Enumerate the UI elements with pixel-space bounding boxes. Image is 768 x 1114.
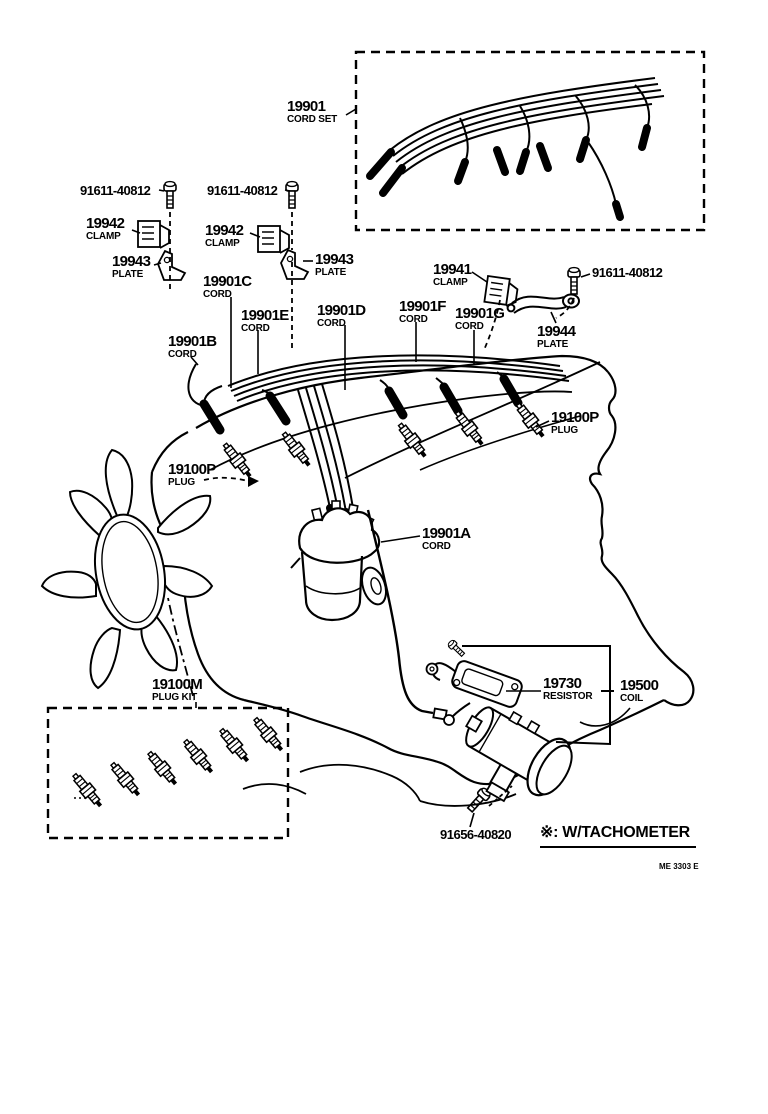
cord-set-drawing (370, 78, 664, 217)
drawing-code: ME 3303 E (659, 862, 699, 871)
distributor-drawing (291, 501, 390, 620)
label-cord-a: 19901A CORD (422, 525, 471, 552)
strap-plate-19944 (508, 295, 579, 314)
label-bolt-left: 91611-40812 (80, 183, 151, 198)
arrowhead (248, 476, 259, 487)
label-bolt-right: 91611-40812 (592, 265, 663, 280)
label-cord-g: 19901G CORD (455, 305, 505, 332)
label-clamp-right: 19941 CLAMP (433, 261, 472, 288)
ignition-wires (188, 355, 569, 534)
label-plug-kit: 19100M PLUG KIT (152, 676, 203, 703)
label-bolt-coil: 91656-40820 (440, 827, 512, 842)
tachometer-note: ※: W/TACHOMETER (540, 822, 696, 848)
label-plate-left: 19943 PLATE (112, 253, 151, 280)
label-cord-set: 19901 CORD SET (287, 98, 338, 125)
label-plate-right: 19944 PLATE (537, 323, 576, 350)
label-cord-d: 19901D CORD (317, 302, 366, 329)
label-cord-e: 19901E CORD (241, 307, 289, 334)
label-bolt-mid: 91611-40812 (207, 183, 278, 198)
label-cord-b: 19901B CORD (168, 333, 217, 360)
label-plug-left: 19100P PLUG (168, 461, 216, 488)
label-resistor: 19730 RESISTOR (543, 675, 593, 702)
label-cord-f: 19901F CORD (399, 298, 446, 325)
label-coil: 19500 COIL (620, 677, 659, 704)
plug-kit-plugs (70, 715, 287, 810)
label-plate-mid: 19943 PLATE (315, 251, 354, 278)
label-cord-c: 19901C CORD (203, 273, 252, 300)
label-plug-right: 19100P PLUG (551, 409, 599, 436)
label-clamp-mid: 19942 CLAMP (205, 222, 244, 249)
coil-drawing (443, 694, 581, 821)
label-clamp-left: 19942 CLAMP (86, 215, 125, 242)
